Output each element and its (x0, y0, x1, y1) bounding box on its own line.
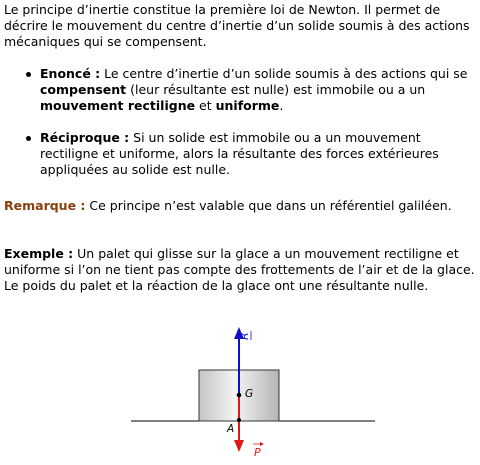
enonce-label: Enoncé : (40, 66, 101, 81)
enonce-text-3: et (195, 98, 216, 113)
enonce-bold-compensent: compensent (40, 82, 127, 97)
bullet-icon (26, 136, 31, 141)
example-paragraph (4, 246, 476, 294)
enonce-bold-uniforme: uniforme (215, 98, 280, 113)
bullet-icon (26, 72, 31, 77)
force-diagram (0, 315, 480, 465)
vector-P-arrowhead (234, 440, 244, 452)
list-item-enonce (0, 66, 476, 114)
list-item-reciproque (0, 130, 476, 178)
remark-paragraph (4, 198, 476, 214)
example-text: Un palet qui glisse sur la glace a un mouvement rectiligne et uniforme si l’on ne tient pas compte des frottements de l’air et de la glace. Le poids du palet et la réaction de la glace ont une résultante nulle. (4, 246, 475, 293)
label-A: A (227, 423, 235, 435)
enonce-bold-rectiligne: mouvement rectiligne (40, 98, 196, 113)
label-R: R (238, 332, 251, 340)
enonce-text-1: Le centre d’inertie d’un solide soumis à des actions qui se (100, 66, 468, 81)
label-G: G (245, 388, 254, 400)
enonce-text-4: . (279, 98, 284, 113)
enonce-text-2: (leur résultante est nulle) est immobile ou a un (126, 82, 426, 97)
example-label: Exemple : (4, 246, 74, 261)
principle-list (0, 66, 476, 178)
remark-label: Remarque : (4, 198, 86, 213)
remark-text: Ce principe n’est valable que dans un référentiel galiléen. (85, 198, 452, 213)
point-G (237, 393, 242, 398)
point-A (237, 418, 241, 422)
reciproque-label: Réciproque : (40, 130, 130, 145)
intro-paragraph: Le principe d’inertie constitue la première loi de Newton. Il permet de décrire le mouvement du centre d’inertie d’un solide soumis à des actions mécaniques qui se compensent. (4, 2, 470, 49)
label-P: P (254, 446, 261, 459)
label-P-vector-arrow (260, 442, 264, 446)
reciproque-text: Si un solide est immobile ou a un mouvement rectiligne et uniforme, alors la résultante des forces extérieures appliquées au solide est nulle. (40, 130, 439, 177)
